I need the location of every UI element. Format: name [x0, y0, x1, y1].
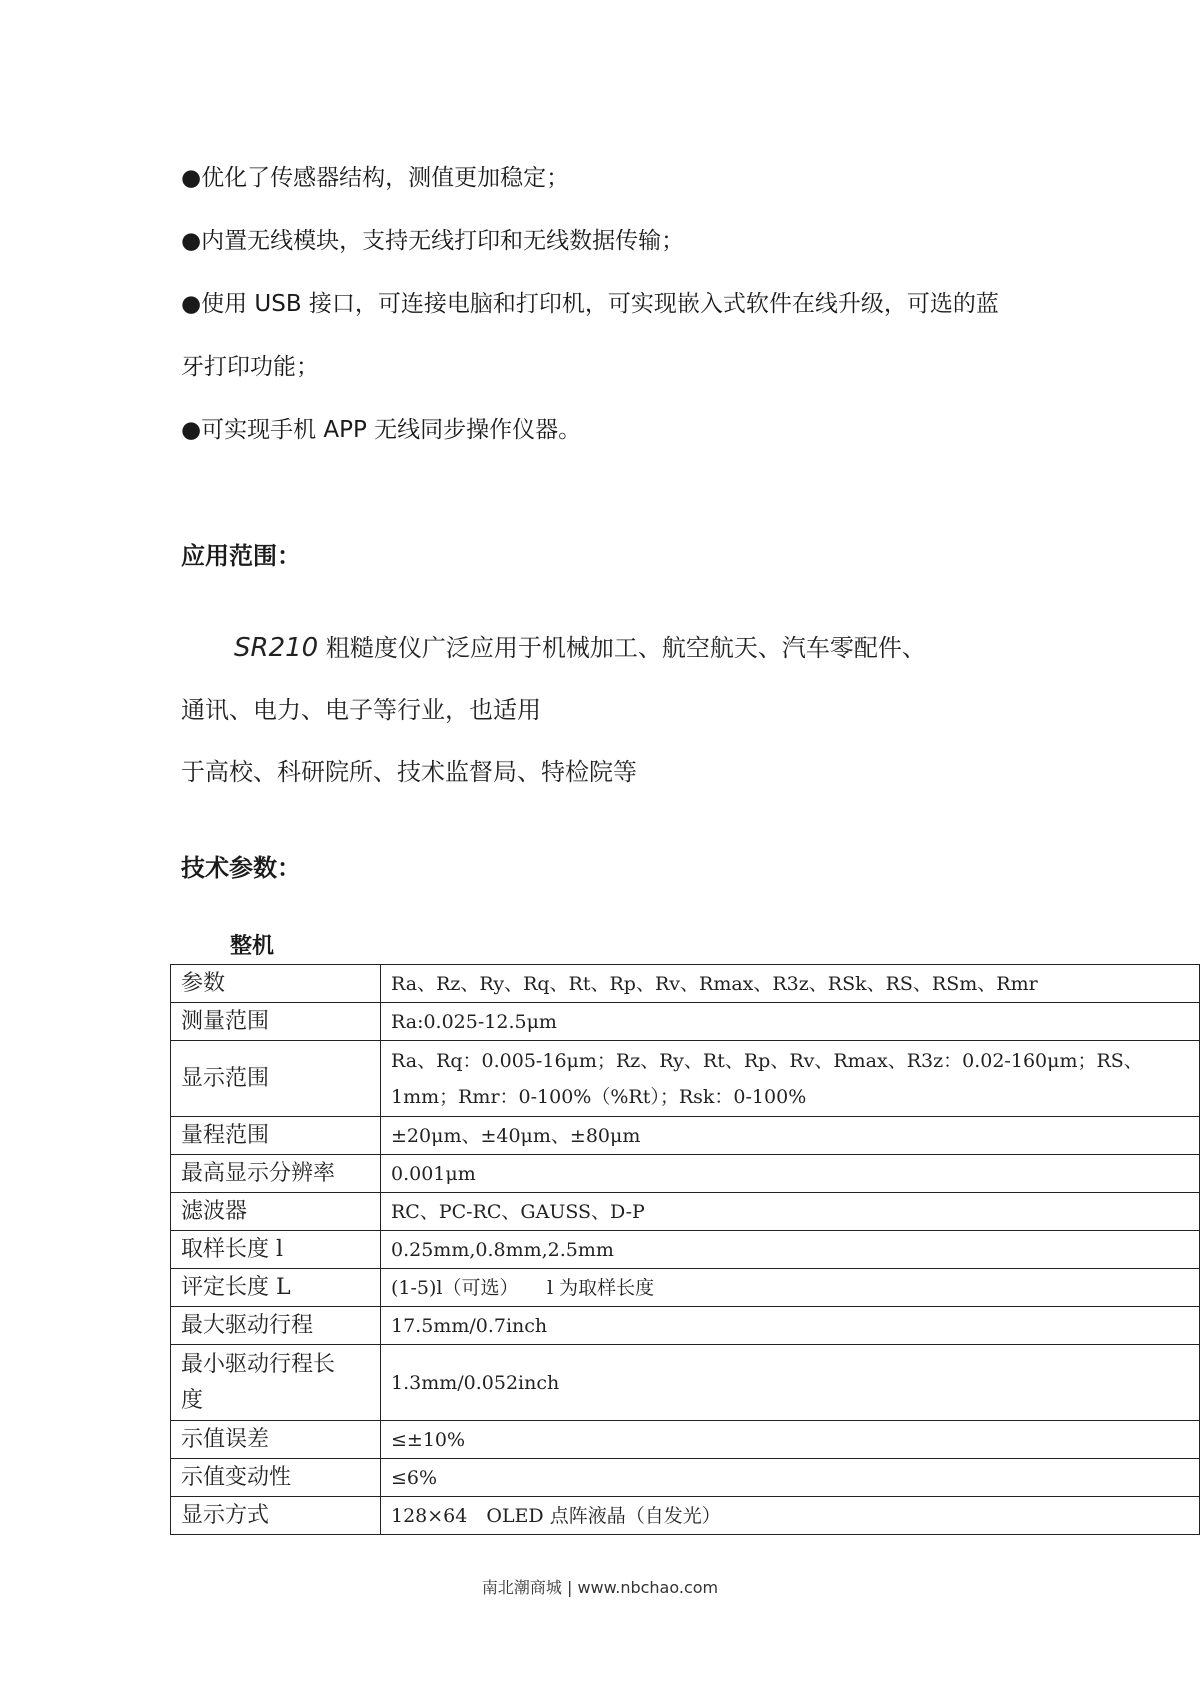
row-value: Ra:0.025-12.5μm [381, 1003, 1200, 1041]
table-row [171, 1041, 1200, 1117]
row-value: ≤6% [381, 1459, 1200, 1497]
row-key: 评定长度 L [171, 1269, 381, 1307]
application-text-1: 粗糙度仪广泛应用于机械加工、航空航天、汽车零配件、 [318, 634, 926, 662]
feature-3-cont: 牙打印功能； [181, 354, 319, 380]
row-value: ≤±10% [381, 1421, 1200, 1459]
feature-4: ●可实现手机 APP 无线同步操作仪器。 [181, 417, 582, 443]
row-key: 最大驱动行程 [171, 1307, 381, 1345]
application-paragraph-line-3: 于高校、科研院所、技术监督局、特检院等 [181, 758, 637, 786]
row-key: 参数 [171, 965, 381, 1003]
row-key: 取样长度 l [171, 1231, 381, 1269]
feature-2: ●内置无线模块，支持无线打印和无线数据传输； [181, 228, 685, 254]
table-row [171, 1003, 1200, 1041]
row-value: ±20μm、±40μm、±80μm [381, 1117, 1200, 1155]
row-value: Ra、Rz、Ry、Rq、Rt、Rp、Rv、Rmax、R3z、RSk、RS、RSm、Rmr [381, 965, 1200, 1003]
table-row [171, 965, 1200, 1003]
tech-heading: 技术参数： [181, 854, 301, 882]
row-value [381, 1041, 1200, 1117]
row-value: (1-5)l（可选） l 为取样长度 [381, 1269, 1200, 1307]
table-row [171, 1421, 1200, 1459]
row-key: 显示方式 [171, 1497, 381, 1535]
table-row [171, 1345, 1200, 1421]
row-value: 128×64 OLED 点阵液晶（自发光） [381, 1497, 1200, 1535]
row-value: 17.5mm/0.7inch [381, 1307, 1200, 1345]
row-key: 示值误差 [171, 1421, 381, 1459]
table-row [171, 1497, 1200, 1535]
row-value: 0.25mm,0.8mm,2.5mm [381, 1231, 1200, 1269]
row-key-line-1: 最小驱动行程长 [181, 1351, 336, 1377]
application-paragraph-line-1 [234, 632, 926, 664]
row-key: 量程范围 [171, 1117, 381, 1155]
spec-table [170, 964, 1200, 1535]
table-row [171, 1269, 1200, 1307]
row-value: RC、PC-RC、GAUSS、D-P [381, 1193, 1200, 1231]
row-key: 显示范围 [171, 1041, 381, 1117]
row-key: 测量范围 [171, 1003, 381, 1041]
table-caption: 整机 [230, 934, 275, 959]
table-row [171, 1117, 1200, 1155]
row-key [171, 1345, 381, 1421]
application-heading: 应用范围： [181, 542, 301, 570]
row-key-line-2: 度 [181, 1387, 204, 1413]
row-key: 示值变动性 [171, 1459, 381, 1497]
table-row [171, 1459, 1200, 1497]
row-value: 1.3mm/0.052inch [381, 1345, 1200, 1421]
row-key: 滤波器 [171, 1193, 381, 1231]
table-row [171, 1155, 1200, 1193]
table-row [171, 1193, 1200, 1231]
feature-3: ●使用 USB 接口，可连接电脑和打印机，可实现嵌入式软件在线升级，可选的蓝 [181, 291, 999, 317]
page-footer: 南北潮商城 | www.nbchao.com [481, 1578, 719, 1597]
row-value-line-1: Ra、Rq：0.005-16μm；Rz、Ry、Rt、Rp、Rv、Rmax、R3z：0.02-160μm；RS、 [391, 1049, 1143, 1072]
application-paragraph-line-2: 通讯、电力、电子等行业，也适用 [181, 696, 541, 724]
row-value: 0.001μm [381, 1155, 1200, 1193]
table-row [171, 1307, 1200, 1345]
model-name: SR210 [234, 633, 319, 663]
feature-1: ●优化了传感器结构，测值更加稳定； [181, 165, 570, 191]
row-key: 最高显示分辨率 [171, 1155, 381, 1193]
table-row [171, 1231, 1200, 1269]
row-value-line-2: 1mm；Rmr：0-100%（%Rt）；Rsk：0-100% [391, 1085, 807, 1108]
